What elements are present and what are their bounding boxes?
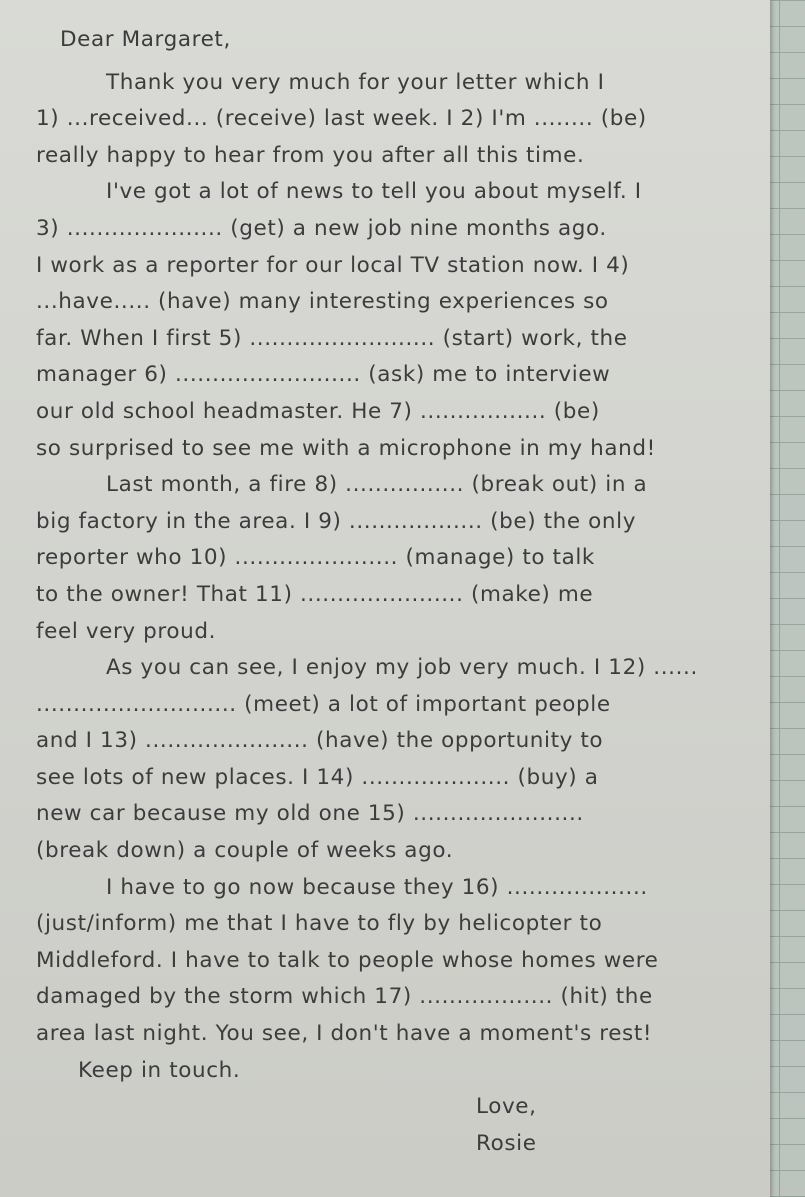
letter-line: ...have..... (have) many interesting experiences so	[36, 289, 609, 315]
letter-line: manager 6) ......................... (ask) me to interview	[36, 362, 611, 388]
letter-line: really happy to hear from you after all this time.	[36, 142, 585, 168]
letter-line: ........................... (meet) a lot of important people	[36, 691, 611, 717]
closing-love: Love,	[476, 1094, 537, 1120]
letter-line: I work as a reporter for our local TV station now. I 4)	[36, 252, 630, 278]
letter-line: 1) ...received... (receive) last week. I 2) I'm ........ (be)	[36, 106, 647, 132]
letter-line: I've got a lot of news to tell you about myself. I	[106, 179, 642, 205]
letter-line: (break down) a couple of weeks ago.	[36, 838, 454, 864]
letter-line: damaged by the storm which 17) .................. (hit) the	[36, 984, 653, 1010]
letter-line: reporter who 10) ...................... (manage) to talk	[36, 545, 595, 571]
letter-line: area last night. You see, I don't have a moment's rest!	[36, 1021, 653, 1047]
letter-line: I have to go now because they 16) ...................	[106, 874, 648, 900]
letter-line: new car because my old one 15) .......................	[36, 801, 584, 827]
closing-keep-in-touch: Keep in touch.	[78, 1057, 241, 1083]
letter-line: far. When I first 5) ......................... (start) work, the	[36, 325, 628, 351]
letter-line: As you can see, I enjoy my job very much. I 12) ......	[106, 655, 698, 681]
letter-line: feel very proud.	[36, 618, 217, 644]
letter-line: Middleford. I have to talk to people whose homes were	[36, 947, 659, 973]
letter-line: see lots of new places. I 14) .................... (buy) a	[36, 764, 599, 790]
letter-line: our old school headmaster. He 7) ................. (be)	[36, 398, 600, 424]
letter-line: Thank you very much for your letter which I	[106, 69, 605, 95]
letter-line: so surprised to see me with a microphone in my hand!	[36, 435, 656, 461]
letter-text	[36, 22, 781, 1162]
letter-line: 3) ..................... (get) a new job nine months ago.	[36, 215, 607, 241]
letter-line: to the owner! That 11) ...................... (make) me	[36, 581, 594, 607]
letter-line: and I 13) ...................... (have) the opportunity to	[36, 728, 604, 754]
letter-line: Last month, a fire 8) ................ (break out) in a	[106, 472, 648, 498]
letter-line: (just/inform) me that I have to fly by helicopter to	[36, 911, 603, 937]
signature: Rosie	[476, 1130, 537, 1156]
letter-line: big factory in the area. I 9) .................. (be) the only	[36, 508, 637, 534]
greeting: Dear Margaret,	[60, 27, 231, 52]
